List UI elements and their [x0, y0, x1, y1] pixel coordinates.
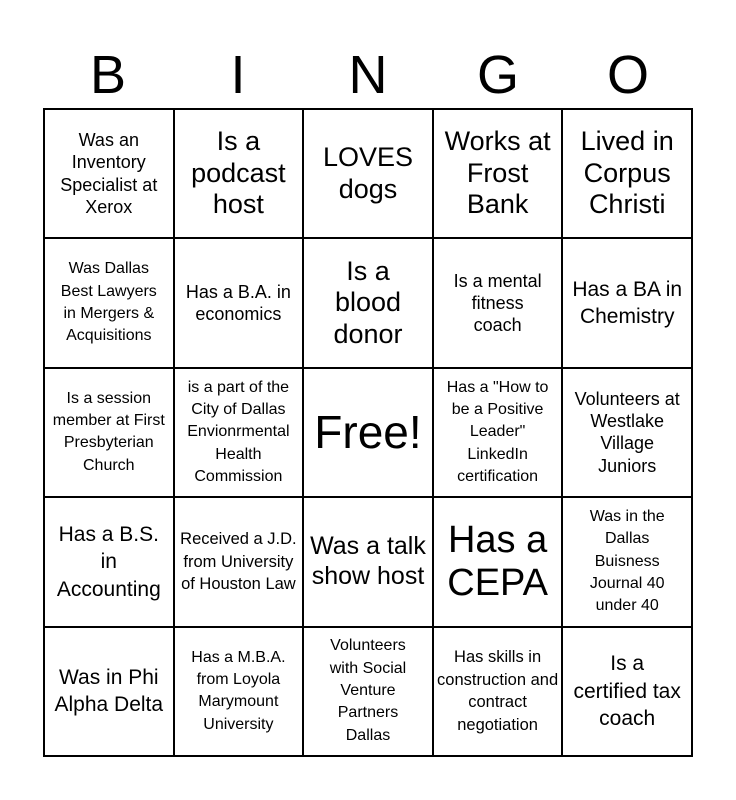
bingo-cell[interactable]: Is a session member at First Presbyterian Church [45, 369, 175, 498]
bingo-cell[interactable]: Has a B.A. in economics [175, 239, 305, 368]
bingo-cell[interactable]: Has a BA in Chemistry [563, 239, 693, 368]
bingo-cell[interactable]: Is a podcast host [175, 110, 305, 239]
bingo-cell[interactable]: Was in Phi Alpha Delta [45, 628, 175, 757]
bingo-cell[interactable]: Volunteers at Westlake Village Juniors [563, 369, 693, 498]
bingo-cell[interactable]: Was a talk show host [304, 498, 434, 627]
bingo-cell[interactable]: Has a CEPA [434, 498, 564, 627]
bingo-cell[interactable]: Has a "How to be a Positive Leader" LinkedIn certification [434, 369, 564, 498]
header-letter-g: G [476, 45, 519, 105]
bingo-board [43, 108, 693, 757]
bingo-cell[interactable]: Was an Inventory Specialist at Xerox [45, 110, 175, 239]
bingo-cell[interactable]: Works at Frost Bank [434, 110, 564, 239]
bingo-cell[interactable]: Lived in Corpus Christi [563, 110, 693, 239]
header-letter-o: O [606, 45, 649, 105]
bingo-cell[interactable]: is a part of the City of Dallas Envionrmental Health Commission [175, 369, 305, 498]
bingo-cell[interactable]: Is a blood donor [304, 239, 434, 368]
header-letter-b: B [89, 45, 127, 105]
bingo-cell[interactable]: Has a B.S. in Accounting [45, 498, 175, 627]
bingo-cell[interactable]: Received a J.D. from University of Houston Law [175, 498, 305, 627]
bingo-cell[interactable]: Was in the Dallas Buisness Journal 40 under 40 [563, 498, 693, 627]
bingo-cell[interactable]: Has skills in construction and contract negotiation [434, 628, 564, 757]
bingo-header [43, 44, 693, 106]
header-letter-i: I [230, 45, 246, 105]
bingo-cell[interactable]: LOVES dogs [304, 110, 434, 239]
free-space[interactable]: Free! [304, 369, 434, 498]
bingo-cell[interactable]: Has a M.B.A. from Loyola Marymount University [175, 628, 305, 757]
bingo-cell[interactable]: Is a certified tax coach [563, 628, 693, 757]
bingo-cell[interactable]: Is a mental fitness coach [434, 239, 564, 368]
header-letter-n: N [348, 45, 388, 105]
bingo-cell[interactable]: Was Dallas Best Lawyers in Mergers & Acquisitions [45, 239, 175, 368]
bingo-cell[interactable]: Volunteers with Social Venture Partners Dallas [304, 628, 434, 757]
